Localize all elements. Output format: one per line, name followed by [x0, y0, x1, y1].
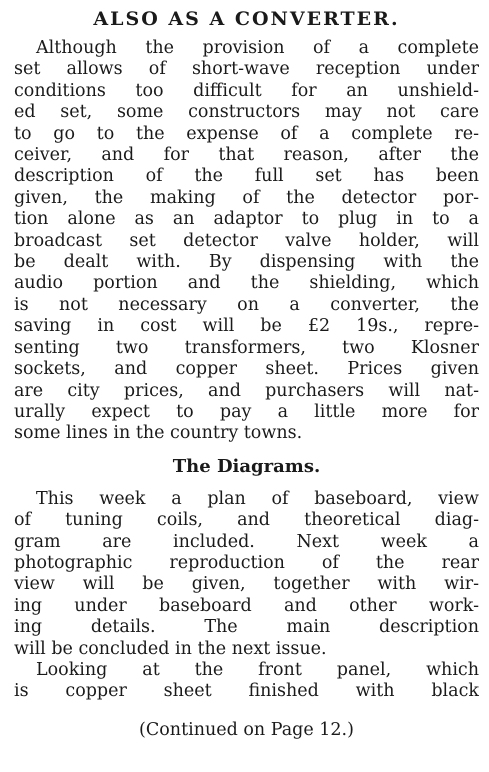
text-line: is copper sheet finished with black [14, 681, 479, 702]
text-line: saving in cost will be £2 19s., repre- [14, 316, 479, 337]
text-line: is not necessary on a converter, the [14, 294, 479, 315]
text-line: audio portion and the shielding, which [14, 273, 479, 294]
text-line: of tuning coils, and theoretical diag- [14, 510, 479, 531]
text-line: ing under baseboard and other work- [14, 595, 479, 616]
text-line: conditions too difficult for an unshield- [14, 80, 479, 101]
text-line: This week a plan of baseboard, view [36, 488, 479, 509]
paragraph-converter [14, 38, 479, 445]
text-line: ed set, some constructors may not care [14, 102, 479, 123]
text-line: sockets, and copper sheet. Prices given [14, 359, 479, 380]
text-line: are city prices, and purchasers will nat- [14, 380, 479, 401]
text-line: view will be given, together with wir- [14, 574, 479, 595]
text-line: photographic reproduction of the rear [14, 552, 479, 573]
text-line: tion alone as an adaptor to plug in to a [14, 209, 479, 230]
text-line: some lines in the country towns. [14, 423, 303, 444]
text-line: broadcast set detector valve holder, will [14, 230, 479, 251]
text-line: to go to the expense of a complete re- [14, 123, 479, 144]
subheading-diagrams: The Diagrams. [172, 455, 321, 477]
paragraph-diagrams [14, 489, 479, 660]
text-line: given, the making of the detector por- [14, 187, 479, 208]
text-line: description of the full set has been [14, 166, 479, 187]
text-line: ing details. The main description [14, 617, 479, 638]
continued-notice: (Continued on Page 12.) [139, 719, 354, 740]
section-heading: ALSO AS A CONVERTER. [93, 8, 400, 30]
text-line: urally expect to pay a little more for [14, 401, 479, 422]
text-line: be dealt with. By dispensing with the [14, 252, 479, 273]
text-line: ceiver, and for that reason, after the [14, 145, 479, 166]
text-line: senting two transformers, two Klosner [14, 337, 479, 358]
text-line: set allows of short-wave reception under [14, 59, 479, 80]
text-line: Although the provision of a complete [36, 38, 479, 58]
text-line: gram are included. Next week a [14, 531, 479, 552]
paragraph-front-panel [14, 660, 479, 703]
text-line: Looking at the front panel, which [36, 659, 479, 680]
text-line: will be concluded in the next issue. [14, 638, 327, 659]
